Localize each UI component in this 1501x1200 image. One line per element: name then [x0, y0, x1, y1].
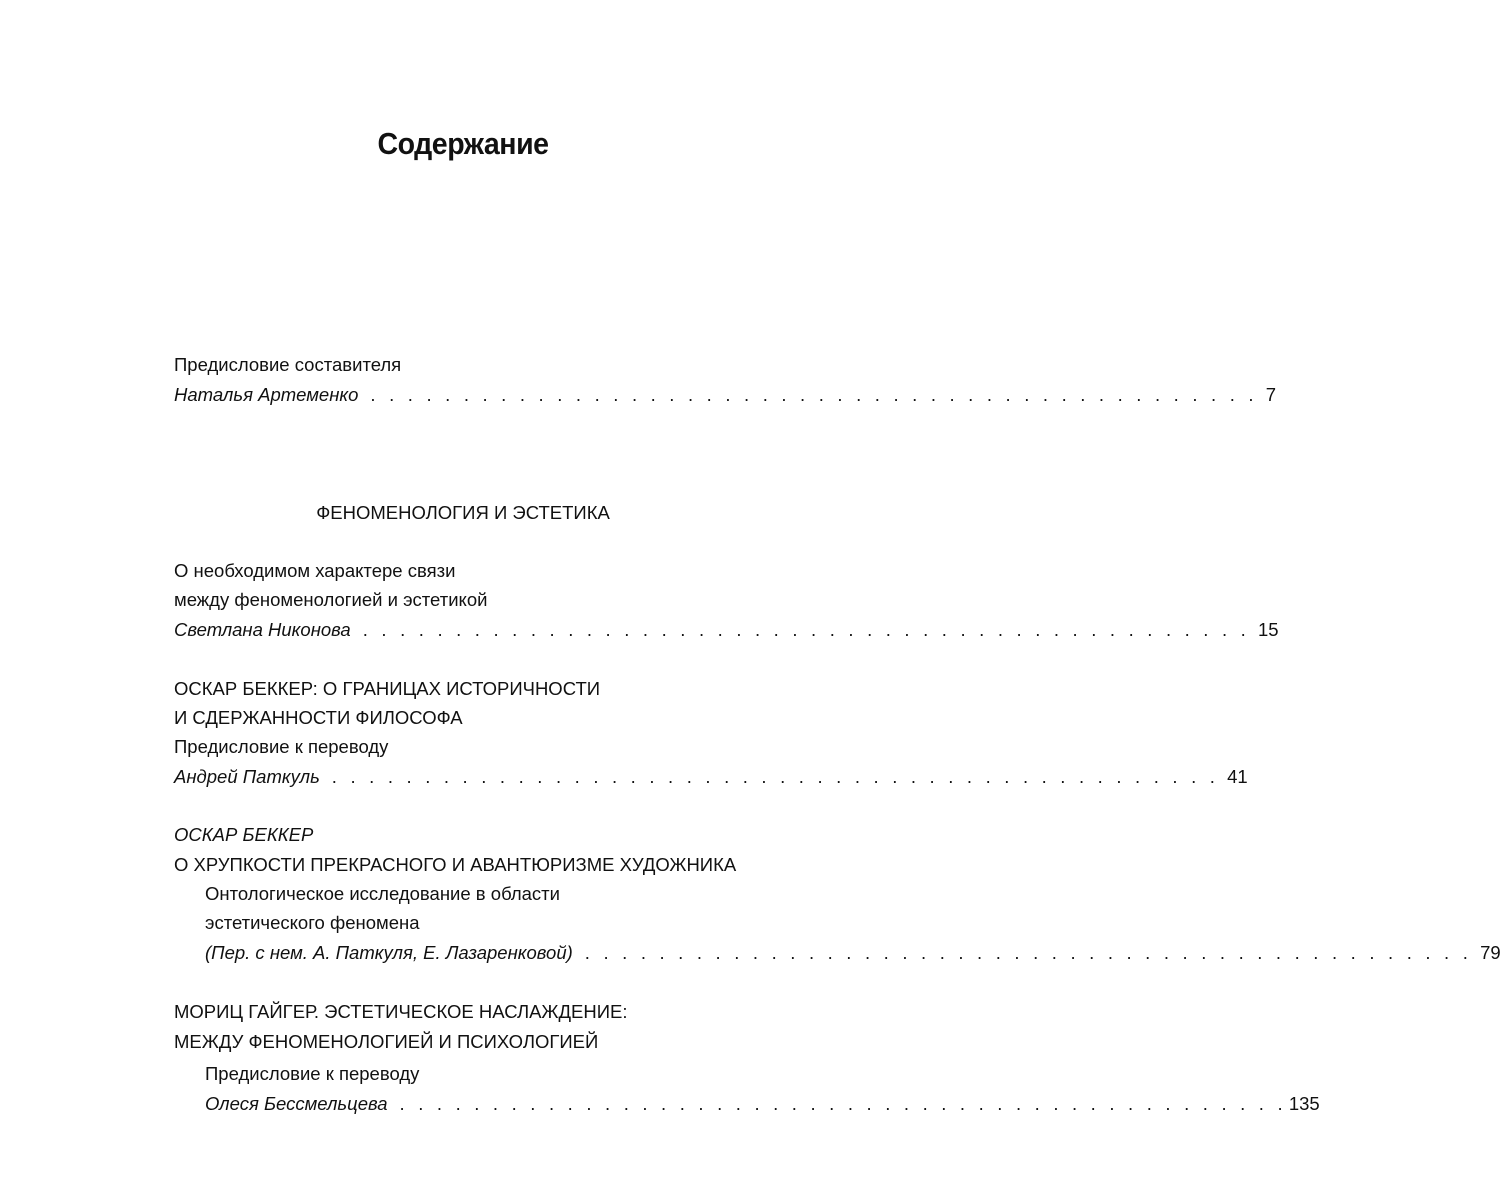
- entry-subtitle-line: Онтологическое исследование в области: [205, 883, 560, 904]
- dot-leader: . . . . . . . . . . . . . . . . . . . . . . . . . . . . . . . . . . . . . . . . . . . . . . . .: [399, 1093, 1287, 1114]
- entry-subtitle-line: Предисловие к переводу: [205, 1063, 420, 1084]
- toc-row-preface[interactable]: [174, 382, 1277, 408]
- toc-page-number: 7: [1265, 384, 1277, 405]
- dot-leader: . . . . . . . . . . . . . . . . . . . . . . . . . . . . . . . . . . . . . . . . . . . . . . . .: [362, 619, 1251, 640]
- entry-title-line: О необходимом характере связи: [174, 560, 456, 581]
- toc-row-entry-3[interactable]: [205, 940, 1501, 966]
- toc-page-number: 79: [1480, 942, 1501, 963]
- toc-row-entry-1[interactable]: [174, 617, 1279, 643]
- entry-title-line: ОСКАР БЕККЕР: О ГРАНИЦАХ ИСТОРИЧНОСТИ: [174, 678, 601, 699]
- toc-row-entry-2[interactable]: [174, 764, 1248, 790]
- dot-leader: . . . . . . . . . . . . . . . . . . . . . . . . . . . . . . . . . . . . . . . . . . . . . . . .: [370, 384, 1258, 405]
- entry-title-line: МЕЖДУ ФЕНОМЕНОЛОГИЕЙ И ПСИХОЛОГИЕЙ: [174, 1031, 599, 1052]
- preface-title: Предисловие составителя: [174, 354, 402, 375]
- toc-author: Светлана Никонова: [174, 619, 351, 640]
- dot-leader: . . . . . . . . . . . . . . . . . . . . . . . . . . . . . . . . . . . . . . . . . . . . . . . .: [331, 766, 1220, 787]
- toc-row-entry-4[interactable]: [205, 1091, 1320, 1117]
- toc-author: Олеся Бессмельцева: [205, 1093, 388, 1114]
- entry-title-line: И СДЕРЖАННОСТИ ФИЛОСОФА: [174, 707, 463, 728]
- dot-leader: . . . . . . . . . . . . . . . . . . . . . . . . . . . . . . . . . . . . . . . . . . . . . . . .: [584, 942, 1473, 963]
- entry-title-line: между феноменологией и эстетикой: [174, 589, 488, 610]
- entry-title-line: О ХРУПКОСТИ ПРЕКРАСНОГО И АВАНТЮРИЗМЕ ХУДОЖНИКА: [174, 854, 737, 875]
- page-title: Содержание: [377, 126, 549, 161]
- toc-page-number: 41: [1227, 766, 1248, 787]
- toc-author: Наталья Артеменко: [174, 384, 359, 405]
- section-heading: ФЕНОМЕНОЛОГИЯ И ЭСТЕТИКА: [316, 502, 610, 523]
- entry-subtitle-line: эстетического феномена: [205, 912, 420, 933]
- toc-author: Андрей Паткуль: [174, 766, 320, 787]
- toc-page-number: 15: [1258, 619, 1279, 640]
- toc-page-number: 135: [1288, 1093, 1320, 1114]
- toc-author: (Пер. с нем. А. Паткуля, Е. Лазаренковой): [205, 942, 573, 963]
- entry-author-heading: ОСКАР БЕККЕР: [174, 824, 314, 845]
- entry-subtitle-line: Предисловие к переводу: [174, 736, 389, 757]
- entry-title-line: МОРИЦ ГАЙГЕР. ЭСТЕТИЧЕСКОЕ НАСЛАЖДЕНИЕ:: [174, 1001, 628, 1022]
